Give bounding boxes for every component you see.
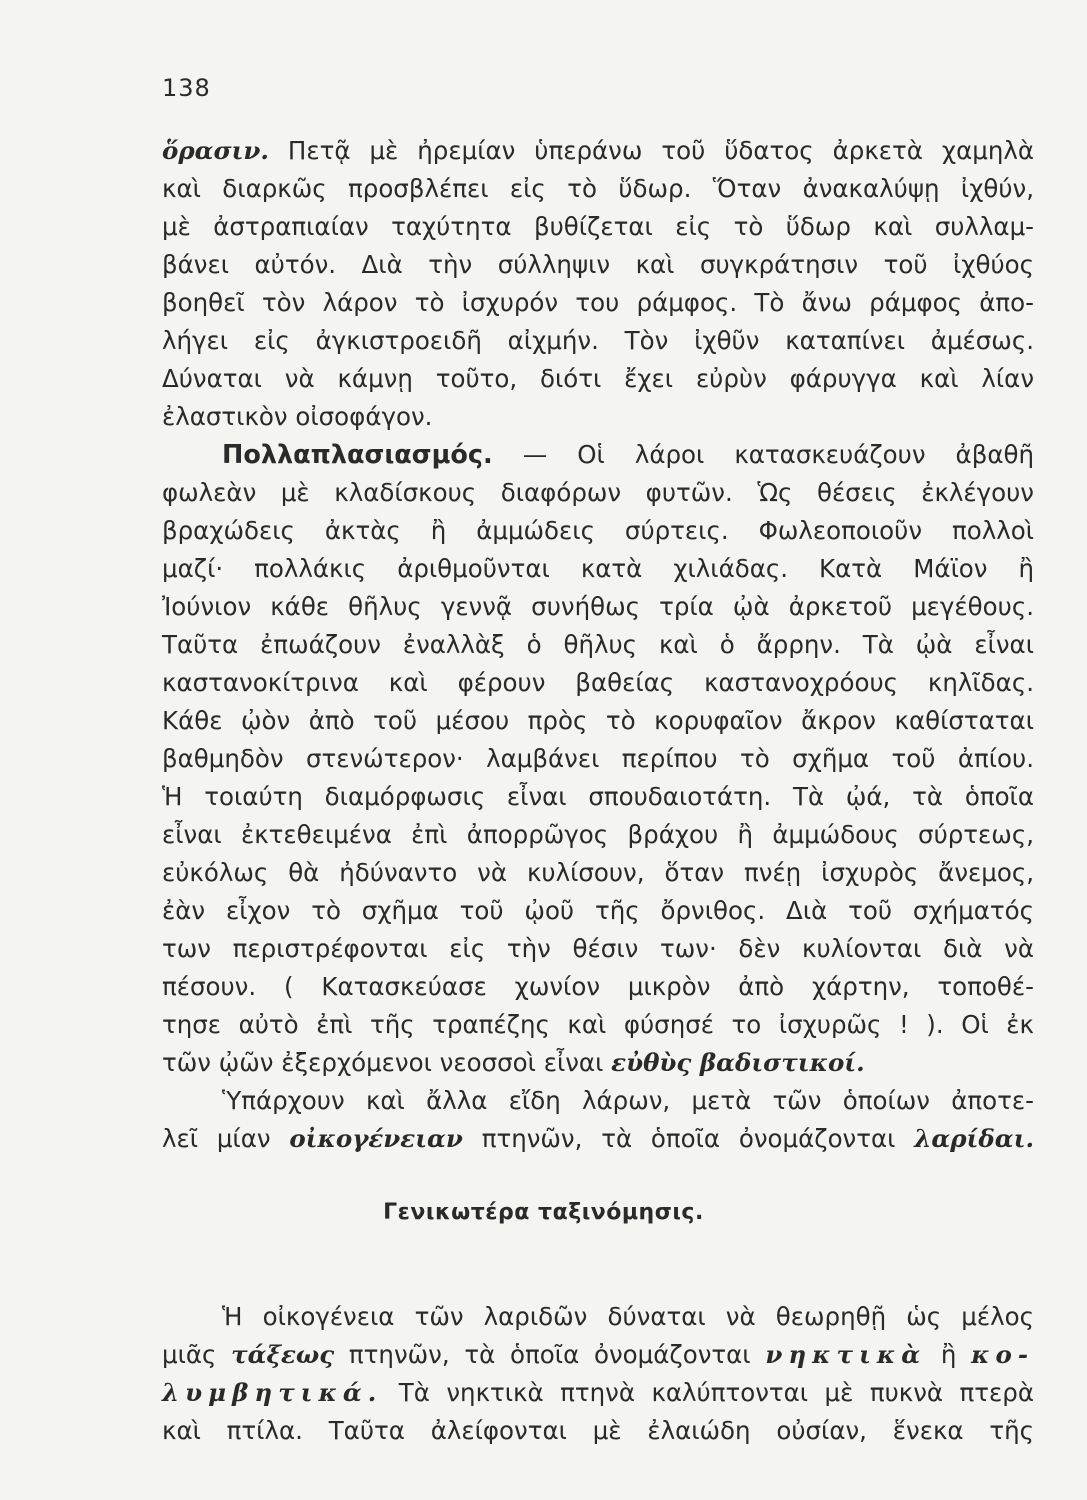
text-line: μαζί· πολλάκις ἀριθμοῦνται κατὰ χιλιάδας. Κατὰ Μάϊον ἢ [162,554,1034,583]
text-line: Ἡ τοιαύτη διαμόρφωσις εἶναι σπουδαιοτάτη. Τὰ ᾠά, τὰ ὁποῖα [162,782,1034,811]
emphasized-term: λυμβητικά. [162,1378,383,1407]
text-line: Κάθε ᾠὸν ἀπὸ τοῦ μέσου πρὸς τὸ κορυφαῖον ἄκρον καθίσταται [162,706,1034,735]
text-line: τῶν ᾠῶν ἐξερχόμενοι νεοσσοὶ εἶναι εὐθὺς βαδιστικοί. [162,1048,865,1077]
text-line: φωλεὰν μὲ κλαδίσκους διαφόρων φυτῶν. Ὡς θέσεις ἐκλέγουν [162,478,1034,507]
section-heading: Γενικωτέρα ταξινόμησις. [383,1200,704,1225]
emphasized-term: κο- [971,1340,1034,1369]
text-line: Ὑπάρχουν καὶ ἄλλα εἴδη λάρων, μετὰ τῶν ὁποίων ἀποτε- [222,1086,1034,1115]
text-line: πέσουν. ( Κατασκεύασε χωνίον μικρὸν ἀπὸ χάρτην, τοποθέ- [162,972,1034,1001]
text-line: καστανοκίτρινα καὶ φέρουν βαθείας καστανοχρόους κηλῖδας. [162,668,1034,697]
emphasized-term: εὐθὺς βαδιστικοί. [611,1048,865,1077]
emphasized-term: λαρίδαι. [914,1124,1034,1153]
text-line: μιᾶς τάξεως πτηνῶν, τὰ ὁποῖα ὀνομάζονται νηκτικὰ ἢ κο- [162,1340,1034,1369]
text-line: Δύναται νὰ κάμνῃ τοῦτο, διότι ἔχει εὐρὺν φάρυγγα καὶ λίαν [162,364,1034,393]
inline-heading: Πολλαπλασιασμός. [222,440,493,470]
text-line: λεῖ μίαν οἰκογένειαν πτηνῶν, τὰ ὁποῖα ὀνομάζονται λαρίδαι. [162,1124,1034,1153]
text-line: μὲ ἀστραπιαίαν ταχύτητα βυθίζεται εἰς τὸ ὕδωρ καὶ συλλαμ- [162,212,1034,241]
text-line: λυμβητικά. Τὰ νηκτικὰ πτηνὰ καλύπτονται μὲ πυκνὰ πτερὰ [162,1378,1034,1407]
text-line: βάνει αὐτόν. Διὰ τὴν σύλληψιν καὶ συγκράτησιν τοῦ ἰχθύος [162,250,1034,279]
text-line: εὐκόλως θὰ ἠδύναντο νὰ κυλίσουν, ὅταν πνέῃ ἰσχυρὸς ἄνεμος, [162,858,1034,887]
text-line: βαθμηδὸν στενώτερον· λαμβάνει περίπου τὸ σχῆμα τοῦ ἀπίου. [162,744,1034,773]
text-line: Ταῦτα ἐπωάζουν ἐναλλὰξ ὁ θῆλυς καὶ ὁ ἄρρην. Τὰ ᾠὰ εἶναι [162,630,1034,659]
text-line: ὅρασιν. Πετᾷ μὲ ἠρεμίαν ὑπεράνω τοῦ ὕδατος ἀρκετὰ χαμηλὰ [162,136,1034,165]
text-line: Ἰούνιον κάθε θῆλυς γεννᾷ συνήθως τρία ᾠὰ ἀρκετοῦ μεγέθους. [162,592,1034,621]
text-line: βραχώδεις ἀκτὰς ἢ ἀμμώδεις σύρτεις. Φωλεοποιοῦν πολλοὶ [162,516,1034,545]
emphasized-term: νηκτικὰ [765,1340,927,1369]
emphasized-term: ὅρασιν. [162,136,269,165]
text-line: ἐὰν εἶχον τὸ σχῆμα τοῦ ᾠοῦ τῆς ὄρνιθος. Διὰ τοῦ σχήματός [162,896,1034,925]
emphasized-term: τάξεως [231,1340,335,1369]
text-line: εἶναι ἐκτεθειμένα ἐπὶ ἀπορρῶγος βράχου ἢ ἀμμώδους σύρτεως, [162,820,1034,849]
text-line: ἐλαστικὸν οἰσοφάγον. [162,402,433,431]
text-line: Ἡ οἰκογένεια τῶν λαριδῶν δύναται νὰ θεωρηθῇ ὡς μέλος [222,1302,1034,1331]
emphasized-term: οἰκογένειαν [289,1124,463,1153]
text-line: βοηθεῖ τὸν λάρον τὸ ἰσχυρόν του ράμφος. Τὸ ἄνω ράμφος ἀπο- [162,288,1034,317]
text-line: Πολλαπλασιασμός. — Οἱ λάροι κατασκευάζουν ἀβαθῆ [222,440,1034,470]
text-line: τησε αὐτὸ ἐπὶ τῆς τραπέζης καὶ φύσησέ το ἰσχυρῶς ! ). Οἱ ἐκ [162,1010,1034,1039]
page-number: 138 [162,74,211,102]
text-line: των περιστρέφονται εἰς τὴν θέσιν των· δὲν κυλίονται διὰ νὰ [162,934,1034,963]
text-line: καὶ πτίλα. Ταῦτα ἀλείφονται μὲ ἐλαιώδη οὐσίαν, ἕνεκα τῆς [162,1416,1034,1445]
text-line: καὶ διαρκῶς προσβλέπει εἰς τὸ ὕδωρ. Ὅταν ἀνακαλύψῃ ἰχθύν, [162,174,1034,203]
text-line: λήγει εἰς ἀγκιστροειδῆ αἰχμήν. Τὸν ἰχθῦν καταπίνει ἀμέσως. [162,326,1034,355]
